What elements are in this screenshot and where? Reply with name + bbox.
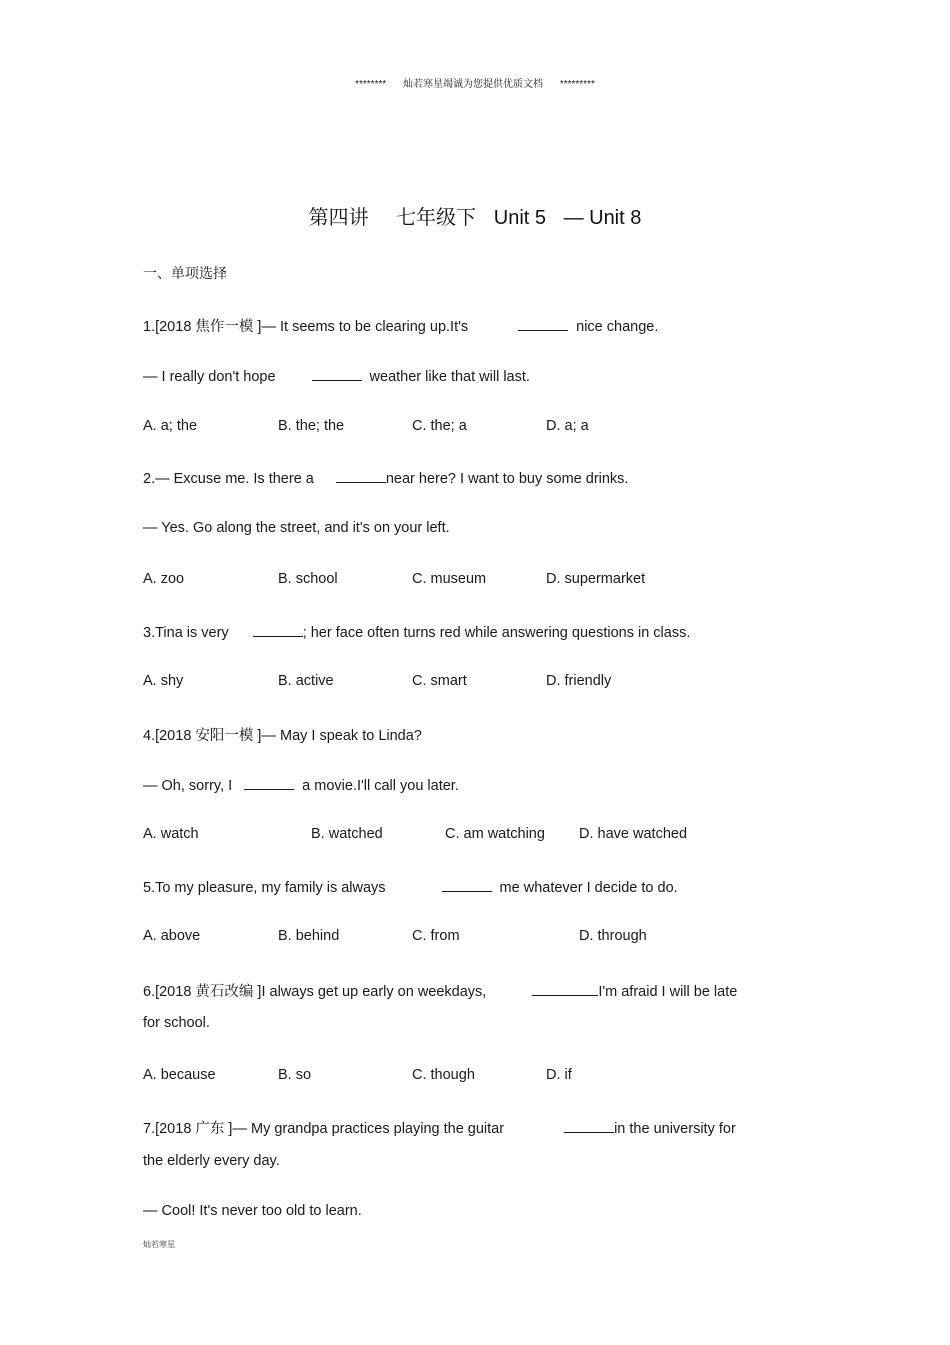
- answer-blank: [532, 981, 598, 996]
- question-7-line-1: [143, 1117, 736, 1138]
- question-6-option-b[interactable]: B. so: [278, 1067, 312, 1083]
- question-2-line-2: — Yes. Go along the street, and it's on your left.: [143, 520, 450, 536]
- answer-blank: [518, 316, 568, 331]
- question-3-option-a[interactable]: A. shy: [143, 673, 184, 689]
- question-4-option-c[interactable]: C. am watching: [445, 826, 545, 842]
- question-7-line-2: the elderly every day.: [143, 1153, 280, 1169]
- question-text: a movie.I'll call you later.: [302, 778, 459, 794]
- question-4-option-a[interactable]: A. watch: [143, 826, 199, 842]
- title-grade: 七年级下: [396, 205, 477, 229]
- question-text: — Oh, sorry, I: [143, 778, 233, 794]
- question-5-option-b[interactable]: B. behind: [278, 928, 340, 944]
- page-title: [0, 201, 950, 230]
- question-1-option-a[interactable]: A. a; the: [143, 418, 198, 434]
- header-text: 灿若寒星竭诚为您提供优质文档: [403, 79, 544, 90]
- question-text: in the university for: [614, 1121, 736, 1137]
- question-5-option-a[interactable]: A. above: [143, 928, 201, 944]
- question-text: me whatever I decide to do.: [499, 880, 678, 896]
- question-text: weather like that will last.: [369, 369, 530, 385]
- answer-blank: [253, 622, 303, 637]
- question-text: 2.— Excuse me. Is there a: [143, 471, 314, 487]
- question-6-line-2: for school.: [143, 1015, 210, 1031]
- answer-blank: [564, 1118, 614, 1133]
- question-7-line-3: — Cool! It's never too old to learn.: [143, 1203, 362, 1219]
- question-3-option-c[interactable]: C. smart: [412, 673, 467, 689]
- question-text: — I really don't hope: [143, 369, 276, 385]
- question-text: 5.To my pleasure, my family is always: [143, 880, 386, 896]
- question-3-option-b[interactable]: B. active: [278, 673, 334, 689]
- question-text: 1.[2018 焦作一模 ]— It seems to be clearing up.It's: [143, 319, 469, 335]
- question-5-line-1: [143, 877, 678, 896]
- question-5-option-c[interactable]: C. from: [412, 928, 460, 944]
- title-lesson: 第四讲: [308, 205, 369, 229]
- question-1-option-c[interactable]: C. the; a: [412, 418, 467, 434]
- question-6-option-c[interactable]: C. though: [412, 1067, 475, 1083]
- question-text: ; her face often turns red while answering questions in class.: [302, 625, 691, 641]
- question-4-option-b[interactable]: B. watched: [311, 826, 383, 842]
- question-text: nice change.: [576, 319, 659, 335]
- question-1-line-2: [143, 366, 530, 385]
- answer-blank: [442, 877, 492, 892]
- question-4-option-d[interactable]: D. have watched: [579, 826, 688, 842]
- question-3-line-1: [143, 622, 690, 641]
- section-heading: 一、单项选择: [143, 266, 227, 282]
- question-text: near here? I want to buy some drinks.: [385, 471, 629, 487]
- question-4-line-2: [143, 775, 459, 794]
- question-5-option-d[interactable]: D. through: [579, 928, 647, 944]
- question-4-line-1: 4.[2018 安阳一模 ]— May I speak to Linda?: [143, 728, 422, 744]
- question-3-option-d[interactable]: D. friendly: [546, 673, 612, 689]
- question-6-option-a[interactable]: A. because: [143, 1067, 216, 1083]
- question-2-option-b[interactable]: B. school: [278, 571, 338, 587]
- title-unit-to: — Unit 8: [563, 207, 642, 229]
- question-text: 3.Tina is very: [143, 625, 229, 641]
- answer-blank: [336, 468, 386, 483]
- page-footer: 灿若寒星: [143, 1240, 175, 1249]
- page-header: [0, 75, 950, 90]
- header-stars-left: ********: [355, 79, 387, 90]
- question-6-line-1: [143, 980, 737, 1001]
- question-6-option-d[interactable]: D. if: [546, 1067, 572, 1083]
- question-2-option-c[interactable]: C. museum: [412, 571, 487, 587]
- question-text: I'm afraid I will be late: [598, 984, 738, 1000]
- question-text: 7.[2018 广东 ]— My grandpa practices playing the guitar: [143, 1121, 505, 1137]
- question-1-option-b[interactable]: B. the; the: [278, 418, 345, 434]
- question-text: 6.[2018 黄石改编 ]I always get up early on weekdays,: [143, 984, 487, 1000]
- question-1-option-d[interactable]: D. a; a: [546, 418, 589, 434]
- question-1-line-1: [143, 315, 658, 336]
- question-2-line-1: [143, 468, 628, 487]
- question-2-option-d[interactable]: D. supermarket: [546, 571, 646, 587]
- header-stars-right: *********: [559, 79, 595, 90]
- question-2-option-a[interactable]: A. zoo: [143, 571, 185, 587]
- answer-blank: [244, 775, 294, 790]
- answer-blank: [312, 366, 362, 381]
- title-unit-from: Unit 5: [493, 207, 546, 229]
